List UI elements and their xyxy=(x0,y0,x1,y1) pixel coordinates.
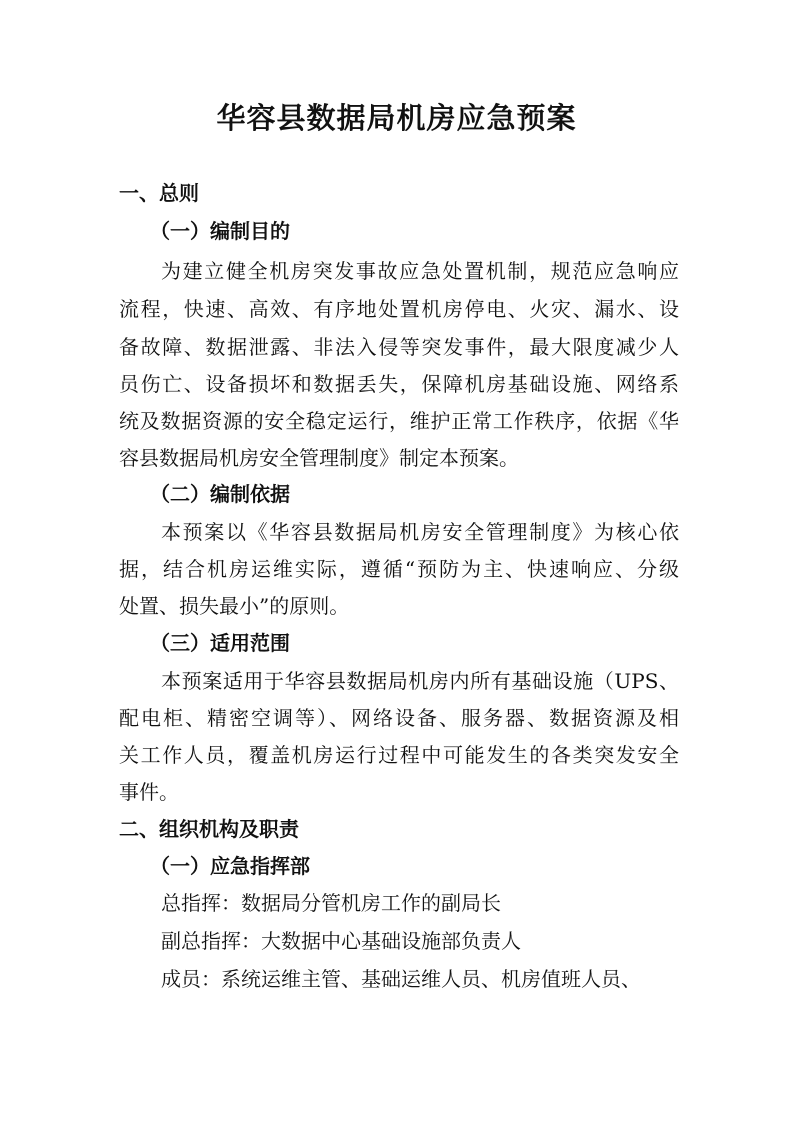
paragraph-line: 处置、损失最小”的原则。 xyxy=(119,594,350,618)
paragraph-line: 容县数据局机房安全管理制度》制定本预案。 xyxy=(119,446,519,470)
paragraph-line: 配电柜、精密空调等）、网络设备、服务器、数据资源及相 xyxy=(119,706,679,730)
paragraph-line: 成员：系统运维主管、基础运维人员、机房值班人员、 xyxy=(161,967,641,991)
paragraph-line: 员伤亡、设备损坏和数据丢失，保障机房基础设施、网络系 xyxy=(119,372,679,396)
section-heading-organization: 二、组织机构及职责 xyxy=(119,817,299,841)
subsection-heading-purpose: （一）编制目的 xyxy=(150,219,290,243)
paragraph-line: 统及数据资源的安全稳定运行，维护正常工作秩序，依据《华 xyxy=(119,409,679,433)
paragraph-line: 本预案适用于华容县数据局机房内所有基础设施（UPS、 xyxy=(161,669,679,693)
paragraph-line: 为建立健全机房突发事故应急处置机制，规范应急响应 xyxy=(161,259,679,283)
paragraph-line: 流程，快速、高效、有序地处置机房停电、火灾、漏水、设 xyxy=(119,297,679,321)
paragraph-line: 副总指挥：大数据中心基础设施部负责人 xyxy=(161,929,521,953)
subsection-heading-command: （一）应急指挥部 xyxy=(150,854,310,878)
document-title: 华容县数据局机房应急预案 xyxy=(216,101,577,135)
subsection-heading-scope: （三）适用范围 xyxy=(150,631,290,655)
paragraph-line: 本预案以《华容县数据局机房安全管理制度》为核心依 xyxy=(161,520,679,544)
paragraph-line: 关工作人员，覆盖机房运行过程中可能发生的各类突发安全 xyxy=(119,743,679,767)
subsection-heading-basis: （二）编制依据 xyxy=(150,482,290,506)
paragraph-line: 总指挥：数据局分管机房工作的副局长 xyxy=(161,891,501,915)
paragraph-line: 备故障、数据泄露、非法入侵等突发事件，最大限度减少人 xyxy=(119,335,679,359)
section-heading-general: 一、总则 xyxy=(119,181,199,205)
paragraph-line: 事件。 xyxy=(119,780,179,804)
paragraph-line: 据，结合机房运维实际，遵循“预防为主、快速响应、分级 xyxy=(119,557,679,581)
